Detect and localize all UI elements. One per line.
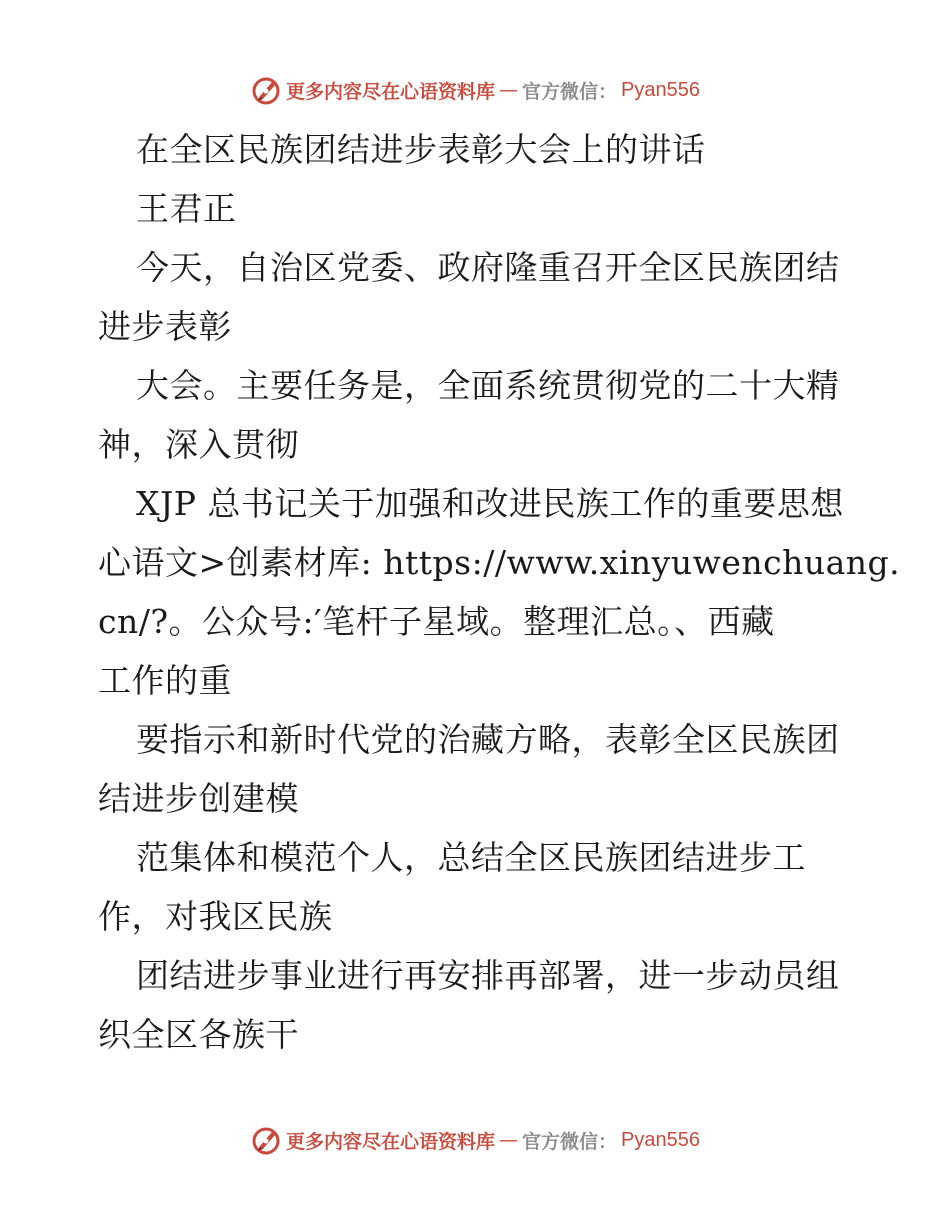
banner-wechat-label: 官方微信：: [522, 80, 618, 103]
header-banner-inner: [250, 74, 700, 106]
paragraph-line: 今天，自治区党委、政府隆重召开全区民族团结: [136, 248, 840, 287]
footer-banner: [0, 1120, 950, 1160]
paragraph-line: 结进步创建模: [98, 779, 299, 818]
pen-logo-icon: [250, 74, 282, 106]
banner-slogan: 更多内容尽在心语资料库: [286, 80, 496, 103]
paragraph-line: 作，对我区民族: [98, 897, 333, 936]
paragraph-line: 团结进步事业进行再安排再部署，进一步动员组: [136, 956, 840, 995]
banner-wechat-id: Pyan556: [621, 1128, 700, 1151]
document-body: [98, 120, 901, 1064]
banner-wechat-id: Pyan556: [621, 78, 700, 101]
banner-dash: —: [499, 79, 519, 101]
paragraph-line: 神，深入贯彻: [98, 425, 299, 464]
footer-banner-inner: [250, 1124, 700, 1156]
pen-logo-icon: [250, 1124, 282, 1156]
banner-slogan: 更多内容尽在心语资料库: [286, 1130, 496, 1153]
paragraph-line: 范集体和模范个人，总结全区民族团结进步工: [136, 838, 806, 877]
paragraph-line: XJP 总书记关于加强和改进民族工作的重要思想: [136, 484, 844, 523]
document-author: 王君正: [136, 189, 237, 228]
paragraph-line: 要指示和新时代党的治藏方略，表彰全区民族团: [136, 720, 840, 759]
banner-dash: —: [499, 1129, 519, 1151]
paragraph-line: 织全区各族干: [98, 1015, 299, 1054]
paragraph-line: cn/?。公众号:′笔杆子星域。整理汇总。、西藏: [98, 602, 775, 641]
header-banner: [0, 70, 950, 110]
banner-wechat-label: 官方微信：: [522, 1130, 618, 1153]
paragraph-line: 进步表彰: [98, 307, 232, 346]
paragraph-line: 工作的重: [98, 661, 232, 700]
paragraph-line: 大会。主要任务是，全面系统贯彻党的二十大精: [136, 366, 840, 405]
paragraph-line: 心语文>创素材库: https://www.xinyuwenchuang.: [98, 543, 901, 582]
document-title: 在全区民族团结进步表彰大会上的讲话: [136, 130, 706, 169]
